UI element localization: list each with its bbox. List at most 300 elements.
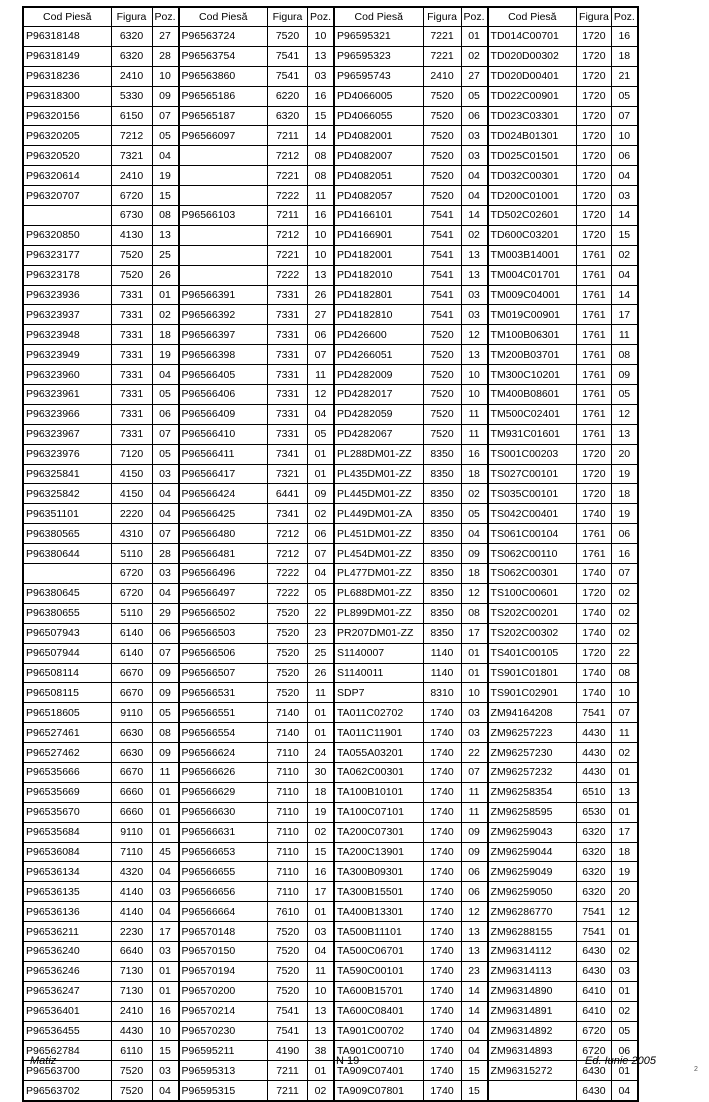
figure-cell: 8350 <box>423 544 461 564</box>
position-cell: 19 <box>152 166 179 186</box>
figure-cell: 7110 <box>268 862 308 882</box>
position-cell: 11 <box>308 365 335 385</box>
figure-cell: 7110 <box>268 842 308 862</box>
position-cell: 03 <box>611 961 638 981</box>
figure-cell: 1720 <box>577 583 612 603</box>
figure-cell: 7211 <box>268 126 308 146</box>
part-code-cell: ZM94164208 <box>488 703 577 723</box>
part-code-cell <box>23 206 111 226</box>
figure-cell: 1740 <box>577 663 612 683</box>
part-code-cell: ZM96314892 <box>488 1021 577 1041</box>
part-code-cell: TA400B13301 <box>334 902 423 922</box>
part-code-cell: S1140011 <box>334 663 423 683</box>
part-code-cell: TA200C07301 <box>334 822 423 842</box>
table-row <box>23 663 638 683</box>
part-code-cell: TA909C07401 <box>334 1061 423 1081</box>
part-code-cell: P96566626 <box>179 762 268 782</box>
table-row <box>23 981 638 1001</box>
figure-cell: 6720 <box>111 564 152 584</box>
figure-cell: 7520 <box>423 106 461 126</box>
part-code-cell: P96566655 <box>179 862 268 882</box>
figure-cell: 7212 <box>268 544 308 564</box>
figure-cell: 7331 <box>111 385 152 405</box>
part-code-cell: PD4082001 <box>334 126 423 146</box>
position-cell: 16 <box>308 862 335 882</box>
figure-cell: 7520 <box>423 86 461 106</box>
position-cell: 16 <box>308 206 335 226</box>
position-cell: 04 <box>152 365 179 385</box>
part-code-cell: TA600C08401 <box>334 1001 423 1021</box>
part-code-cell: P96318148 <box>23 27 111 47</box>
position-cell: 09 <box>152 86 179 106</box>
position-cell: 02 <box>611 623 638 643</box>
position-cell: 20 <box>611 444 638 464</box>
figure-cell: 7321 <box>268 464 308 484</box>
part-code-cell: ZM96314891 <box>488 1001 577 1021</box>
position-cell: 01 <box>461 643 488 663</box>
position-cell: 04 <box>611 1081 638 1101</box>
position-cell: 01 <box>152 782 179 802</box>
part-code-cell: ZM96259050 <box>488 882 577 902</box>
position-cell: 10 <box>308 245 335 265</box>
part-code-cell: TA300B15501 <box>334 882 423 902</box>
position-cell: 18 <box>461 564 488 584</box>
column-header: Cod Piesă <box>488 7 577 27</box>
part-code-cell: P96563702 <box>23 1081 111 1101</box>
part-code-cell: P96566664 <box>179 902 268 922</box>
figure-cell: 4310 <box>111 524 152 544</box>
part-code-cell: TA062C00301 <box>334 762 423 782</box>
figure-cell: 7110 <box>268 782 308 802</box>
part-code-cell: P96566392 <box>179 305 268 325</box>
part-code-cell: P96566425 <box>179 504 268 524</box>
position-cell: 06 <box>611 524 638 544</box>
position-cell: 03 <box>461 703 488 723</box>
figure-cell: 7520 <box>423 365 461 385</box>
position-cell: 14 <box>461 1001 488 1021</box>
part-code-cell: P96323936 <box>23 285 111 305</box>
figure-cell: 6320 <box>111 46 152 66</box>
table-row <box>23 325 638 345</box>
part-code-cell: P96595323 <box>334 46 423 66</box>
position-cell: 19 <box>152 345 179 365</box>
figure-cell: 5110 <box>111 544 152 564</box>
part-code-cell: ZM96286770 <box>488 902 577 922</box>
figure-cell: 1740 <box>423 1001 461 1021</box>
position-cell: 13 <box>308 1021 335 1041</box>
figure-cell: 7212 <box>268 146 308 166</box>
part-code-cell: P96566624 <box>179 743 268 763</box>
part-code-cell: P96323966 <box>23 404 111 424</box>
figure-cell: 6430 <box>577 961 612 981</box>
position-cell: 07 <box>308 544 335 564</box>
figure-cell: 1740 <box>577 603 612 623</box>
position-cell: 07 <box>611 564 638 584</box>
part-code-cell: PD4166901 <box>334 225 423 245</box>
figure-cell: 1140 <box>423 643 461 663</box>
table-row <box>23 265 638 285</box>
position-cell: 06 <box>611 146 638 166</box>
position-cell: 27 <box>152 27 179 47</box>
position-cell: 04 <box>308 564 335 584</box>
figure-cell: 7520 <box>423 186 461 206</box>
position-cell: 14 <box>611 285 638 305</box>
part-code-cell: P96527462 <box>23 743 111 763</box>
figure-cell: 1761 <box>577 404 612 424</box>
position-cell: 09 <box>152 743 179 763</box>
part-code-cell: P96566391 <box>179 285 268 305</box>
position-cell: 13 <box>308 1001 335 1021</box>
figure-cell: 7541 <box>268 66 308 86</box>
part-code-cell: P96536455 <box>23 1021 111 1041</box>
figure-cell: 1740 <box>423 743 461 763</box>
figure-cell: 1740 <box>423 882 461 902</box>
part-code-cell: PD4182001 <box>334 245 423 265</box>
figure-cell: 1740 <box>423 902 461 922</box>
figure-cell: 6320 <box>577 842 612 862</box>
table-row <box>23 424 638 444</box>
figure-cell: 7331 <box>268 365 308 385</box>
position-cell: 02 <box>152 305 179 325</box>
position-cell: 01 <box>308 464 335 484</box>
part-code-cell: ZM96257230 <box>488 743 577 763</box>
part-code-cell: P96323960 <box>23 365 111 385</box>
position-cell: 17 <box>461 623 488 643</box>
table-row <box>23 882 638 902</box>
position-cell: 02 <box>461 484 488 504</box>
table-row <box>23 802 638 822</box>
part-code-cell: TA100C07101 <box>334 802 423 822</box>
table-row <box>23 305 638 325</box>
figure-cell: 7331 <box>268 345 308 365</box>
figure-cell: 5330 <box>111 86 152 106</box>
part-code-cell: P96566424 <box>179 484 268 504</box>
position-cell: 25 <box>152 245 179 265</box>
part-code-cell: P96535684 <box>23 822 111 842</box>
part-code-cell: PD4082051 <box>334 166 423 186</box>
position-cell: 38 <box>308 1041 335 1061</box>
part-code-cell: TM003B14001 <box>488 245 577 265</box>
figure-cell: 9110 <box>111 822 152 842</box>
position-cell: 01 <box>152 961 179 981</box>
position-cell: 02 <box>611 941 638 961</box>
part-code-cell: P96508114 <box>23 663 111 683</box>
position-cell: 11 <box>461 424 488 444</box>
part-code-cell: TS001C00203 <box>488 444 577 464</box>
part-code-cell: TM200B03701 <box>488 345 577 365</box>
position-cell: 10 <box>461 683 488 703</box>
part-code-cell: ZM96314113 <box>488 961 577 981</box>
column-header: Cod Piesă <box>334 7 423 27</box>
position-cell: 06 <box>611 1041 638 1061</box>
figure-cell: 2410 <box>111 1001 152 1021</box>
position-cell: 16 <box>308 86 335 106</box>
position-cell: 04 <box>461 1041 488 1061</box>
position-cell: 04 <box>152 146 179 166</box>
figure-cell: 7520 <box>268 961 308 981</box>
column-header: Poz. <box>308 7 335 27</box>
part-code-cell <box>179 225 268 245</box>
part-code-cell: TA011C11901 <box>334 723 423 743</box>
position-cell: 01 <box>611 802 638 822</box>
figure-cell: 7520 <box>423 166 461 186</box>
figure-cell: 1740 <box>577 623 612 643</box>
figure-cell: 7331 <box>111 345 152 365</box>
figure-cell: 7222 <box>268 186 308 206</box>
part-code-cell: PD4266051 <box>334 345 423 365</box>
figure-cell: 1720 <box>577 86 612 106</box>
figure-cell: 7541 <box>423 265 461 285</box>
position-cell: 16 <box>611 544 638 564</box>
position-cell: 29 <box>152 603 179 623</box>
figure-cell: 6410 <box>577 1001 612 1021</box>
position-cell: 01 <box>461 27 488 47</box>
position-cell: 04 <box>152 484 179 504</box>
part-code-cell: TM004C01701 <box>488 265 577 285</box>
part-code-cell: TS062C00110 <box>488 544 577 564</box>
part-code-cell: P96536135 <box>23 882 111 902</box>
part-code-cell: TS035C00101 <box>488 484 577 504</box>
position-cell: 03 <box>461 723 488 743</box>
figure-cell: 7520 <box>268 683 308 703</box>
part-code-cell: PD4182010 <box>334 265 423 285</box>
position-cell: 05 <box>152 126 179 146</box>
part-code-cell: P96566103 <box>179 206 268 226</box>
part-code-cell: P96536240 <box>23 941 111 961</box>
position-cell: 04 <box>152 504 179 524</box>
table-row <box>23 961 638 981</box>
part-code-cell: TM931C01601 <box>488 424 577 444</box>
part-code-cell: P96566554 <box>179 723 268 743</box>
position-cell: 03 <box>308 66 335 86</box>
figure-cell: 1140 <box>423 663 461 683</box>
position-cell: 19 <box>611 862 638 882</box>
part-code-cell: P96563700 <box>23 1061 111 1081</box>
table-row <box>23 66 638 86</box>
figure-cell: 1761 <box>577 245 612 265</box>
figure-cell: 7212 <box>111 126 152 146</box>
figure-cell: 8350 <box>423 444 461 464</box>
table-row <box>23 206 638 226</box>
part-code-cell: TD200C01001 <box>488 186 577 206</box>
figure-cell: 1761 <box>577 305 612 325</box>
figure-cell: 1740 <box>423 922 461 942</box>
column-header: Figura <box>268 7 308 27</box>
figure-cell: 1740 <box>423 782 461 802</box>
part-code-cell: ZM96259044 <box>488 842 577 862</box>
position-cell: 16 <box>461 444 488 464</box>
figure-cell: 1740 <box>423 862 461 882</box>
figure-cell: 6660 <box>111 782 152 802</box>
figure-cell: 6730 <box>111 206 152 226</box>
position-cell: 09 <box>461 842 488 862</box>
figure-cell: 1761 <box>577 524 612 544</box>
table-row <box>23 782 638 802</box>
part-code-cell: ZM96288155 <box>488 922 577 942</box>
part-code-cell: TA200C13901 <box>334 842 423 862</box>
part-code-cell: P96507944 <box>23 643 111 663</box>
position-cell: 14 <box>611 206 638 226</box>
figure-cell: 8350 <box>423 524 461 544</box>
part-code-cell: TD014C00701 <box>488 27 577 47</box>
figure-cell: 1720 <box>577 225 612 245</box>
position-cell: 04 <box>461 1021 488 1041</box>
column-header: Poz. <box>611 7 638 27</box>
part-code-cell: ZM96259049 <box>488 862 577 882</box>
part-code-cell: TS042C00401 <box>488 504 577 524</box>
figure-cell: 6220 <box>268 86 308 106</box>
figure-cell: 6140 <box>111 623 152 643</box>
position-cell: 11 <box>611 723 638 743</box>
part-code-cell: P96536084 <box>23 842 111 862</box>
position-cell: 14 <box>308 126 335 146</box>
table-row <box>23 404 638 424</box>
figure-cell: 6410 <box>577 981 612 1001</box>
table-row <box>23 126 638 146</box>
part-code-cell: TA011C02702 <box>334 703 423 723</box>
part-code-cell: P96536401 <box>23 1001 111 1021</box>
part-code-cell: TM500C02401 <box>488 404 577 424</box>
figure-cell: 7331 <box>268 305 308 325</box>
figure-cell: 1720 <box>577 464 612 484</box>
figure-cell: 7110 <box>268 882 308 902</box>
figure-cell: 8350 <box>423 564 461 584</box>
part-code-cell: PL435DM01-ZZ <box>334 464 423 484</box>
part-code-cell: TS061C00104 <box>488 524 577 544</box>
position-cell: 01 <box>308 1061 335 1081</box>
figure-cell: 2220 <box>111 504 152 524</box>
figure-cell: 7331 <box>111 285 152 305</box>
part-code-cell: P96527461 <box>23 723 111 743</box>
position-cell: 06 <box>308 325 335 345</box>
figure-cell: 1740 <box>423 981 461 1001</box>
position-cell: 04 <box>461 166 488 186</box>
position-cell: 10 <box>611 683 638 703</box>
column-header: Figura <box>111 7 152 27</box>
figure-cell: 7520 <box>423 424 461 444</box>
part-code-cell: TD023C03301 <box>488 106 577 126</box>
position-cell: 01 <box>611 762 638 782</box>
figure-cell: 1761 <box>577 265 612 285</box>
part-code-cell <box>179 245 268 265</box>
position-cell: 30 <box>308 762 335 782</box>
position-cell: 04 <box>611 166 638 186</box>
position-cell: 14 <box>461 206 488 226</box>
part-code-cell: P96566506 <box>179 643 268 663</box>
figure-cell: 7321 <box>111 146 152 166</box>
table-row <box>23 285 638 305</box>
position-cell: 06 <box>461 106 488 126</box>
table-row <box>23 762 638 782</box>
position-cell: 06 <box>152 404 179 424</box>
position-cell: 01 <box>152 285 179 305</box>
part-code-cell: P96320156 <box>23 106 111 126</box>
part-code-cell: P96508115 <box>23 683 111 703</box>
table-row <box>23 46 638 66</box>
position-cell: 23 <box>308 623 335 643</box>
position-cell: 10 <box>461 365 488 385</box>
figure-cell: 6670 <box>111 683 152 703</box>
figure-cell: 7211 <box>268 206 308 226</box>
table-row <box>23 106 638 126</box>
position-cell: 07 <box>461 762 488 782</box>
part-code-cell: P96595211 <box>179 1041 268 1061</box>
part-code-cell: PD4282017 <box>334 385 423 405</box>
part-code-cell: S1140007 <box>334 643 423 663</box>
figure-cell: 7221 <box>423 46 461 66</box>
table-row <box>23 941 638 961</box>
figure-cell: 1740 <box>423 802 461 822</box>
figure-cell: 7520 <box>268 922 308 942</box>
position-cell: 13 <box>308 265 335 285</box>
figure-cell: 7341 <box>268 444 308 464</box>
part-code-cell: P96566631 <box>179 822 268 842</box>
table-row <box>23 484 638 504</box>
part-code-cell: P96562784 <box>23 1041 111 1061</box>
figure-cell: 1720 <box>577 27 612 47</box>
figure-cell: 7222 <box>268 564 308 584</box>
table-row <box>23 1021 638 1041</box>
figure-cell: 1740 <box>423 822 461 842</box>
part-code-cell: PR207DM01-ZZ <box>334 623 423 643</box>
figure-cell: 8310 <box>423 683 461 703</box>
position-cell: 18 <box>152 325 179 345</box>
figure-cell: 8350 <box>423 603 461 623</box>
figure-cell: 7520 <box>423 126 461 146</box>
table-row <box>23 623 638 643</box>
table-row <box>23 1041 638 1061</box>
position-cell: 14 <box>461 981 488 1001</box>
position-cell: 04 <box>152 902 179 922</box>
figure-cell: 1740 <box>423 1061 461 1081</box>
position-cell: 15 <box>308 842 335 862</box>
part-code-cell: TS202C00302 <box>488 623 577 643</box>
position-cell: 02 <box>611 583 638 603</box>
position-cell: 45 <box>152 842 179 862</box>
part-code-cell: P96570214 <box>179 1001 268 1021</box>
figure-cell: 1740 <box>423 941 461 961</box>
figure-cell: 8350 <box>423 504 461 524</box>
part-code-cell <box>488 1081 577 1101</box>
part-code-cell: P96566409 <box>179 404 268 424</box>
figure-cell: 7222 <box>268 265 308 285</box>
figure-cell: 1720 <box>577 484 612 504</box>
figure-cell: 1740 <box>423 1081 461 1101</box>
part-code-cell: P96566417 <box>179 464 268 484</box>
figure-cell: 7520 <box>111 1061 152 1081</box>
part-code-cell: ZM96257232 <box>488 762 577 782</box>
position-cell: 03 <box>152 941 179 961</box>
table-row <box>23 166 638 186</box>
figure-cell: 1720 <box>577 444 612 464</box>
figure-cell: 9110 <box>111 703 152 723</box>
table-row <box>23 723 638 743</box>
position-cell: 07 <box>611 106 638 126</box>
figure-cell: 2410 <box>111 66 152 86</box>
part-code-cell: ZM96314890 <box>488 981 577 1001</box>
position-cell: 10 <box>611 126 638 146</box>
part-code-cell: TM300C10201 <box>488 365 577 385</box>
figure-cell: 7520 <box>268 643 308 663</box>
position-cell: 10 <box>308 981 335 1001</box>
position-cell: 03 <box>461 146 488 166</box>
part-code-cell: PD4082057 <box>334 186 423 206</box>
part-code-cell: TM400B08601 <box>488 385 577 405</box>
position-cell: 17 <box>611 822 638 842</box>
figure-cell: 7110 <box>268 743 308 763</box>
position-cell: 05 <box>611 86 638 106</box>
figure-cell: 6150 <box>111 106 152 126</box>
